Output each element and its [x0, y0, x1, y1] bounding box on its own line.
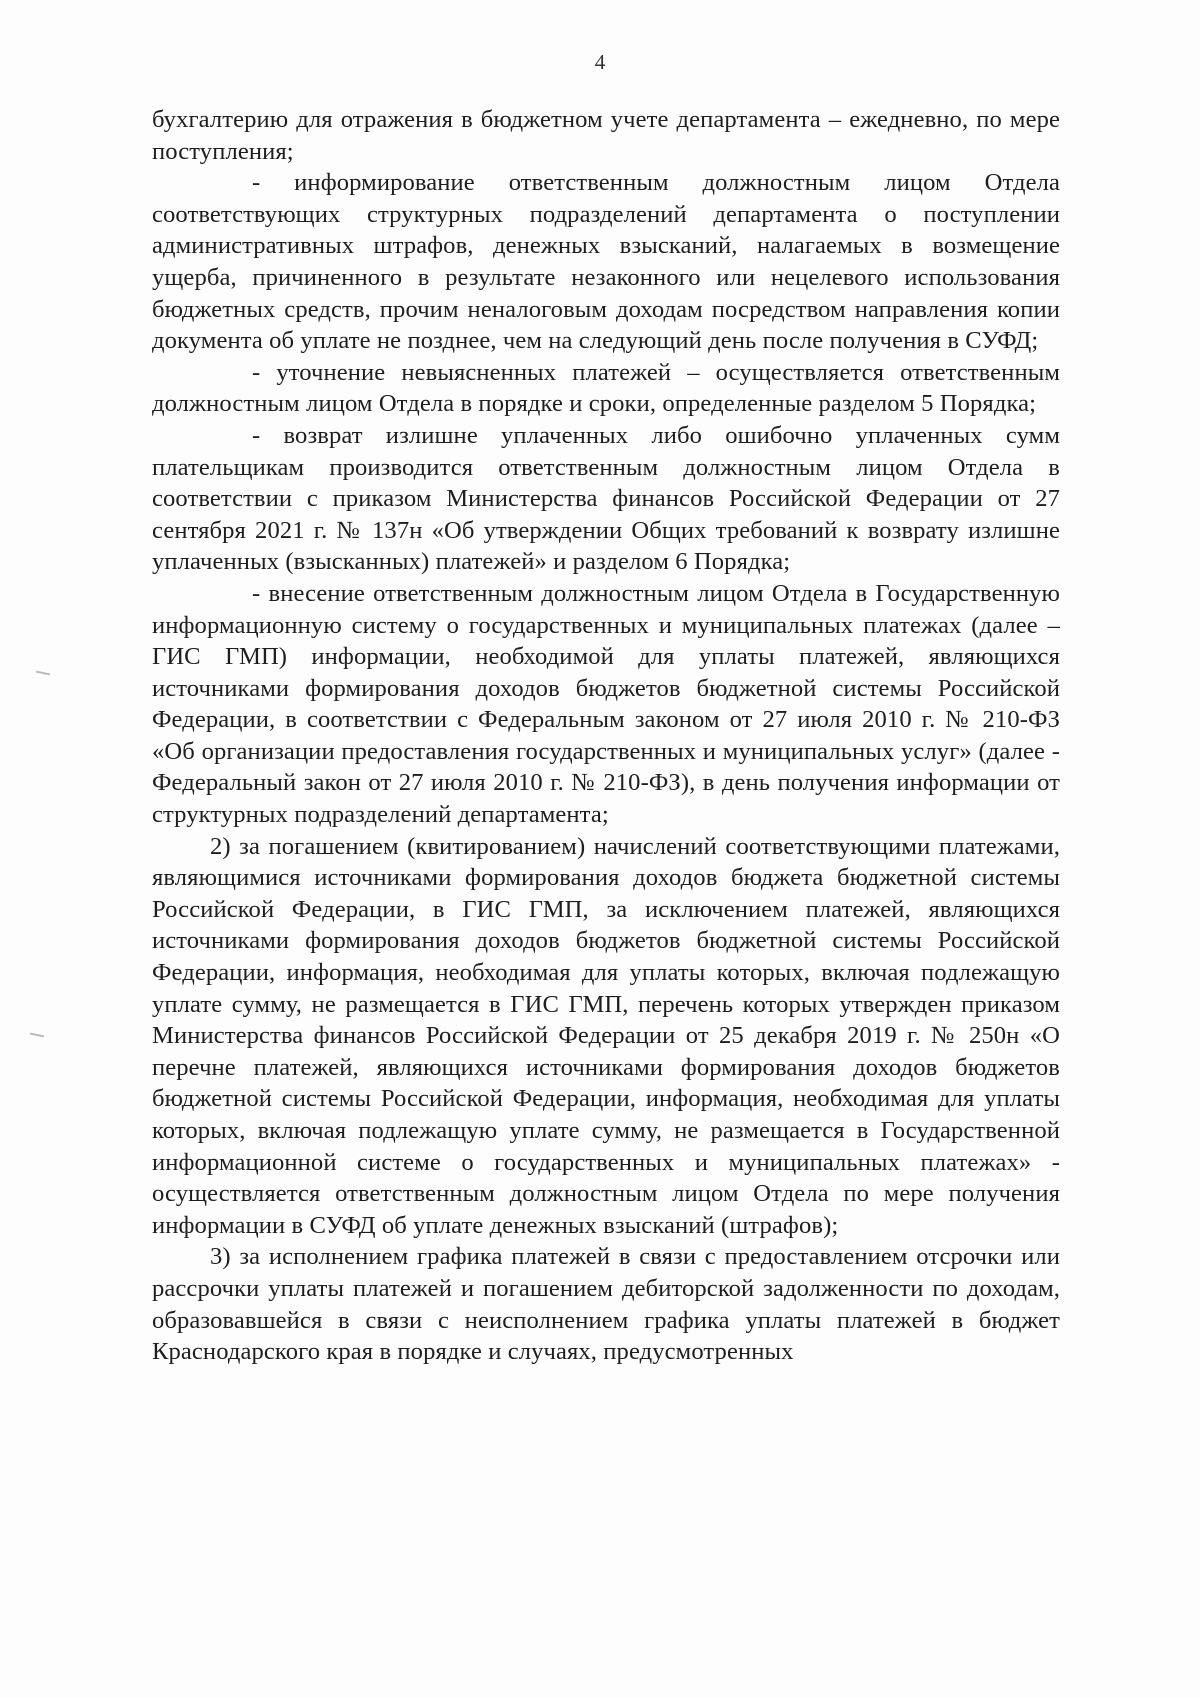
paragraph-item-2: 2) за погашением (квитированием) начислений соответствующими платежами, являющимися источниками формирования доходов бюджета бюджетной системы Российской Федерации, в ГИС ГМП, за исключением платежей, являющихся источниками формирования доходов бюджетов бюджетной системы Российской Федерации, информация, необходимая для уплаты которых, включая подлежащую уплате сумму, не размещается в ГИС ГМП, перечень которых утвержден приказом Министерства финансов Российской Федерации от 25 декабря 2019 г. № 250н «О перечне платежей, являющихся источниками формирования доходов бюджетов бюджетной системы Российской Федерации, информация, необходимая для уплаты которых, включая подлежащую уплате сумму, не размещается в Государственной информационной системе о государственных и муниципальных платежах» - осуществляется ответственным должностным лицом Отдела по мере получения информации в СУФД об уплате денежных взысканий (штрафов);	[152, 832, 1060, 1239]
paragraph-continuation: бухгалтерию для отражения в бюджетном учете департамента – ежедневно, по мере поступления;	[152, 106, 1060, 165]
paragraph-refund: - возврат излишне уплаченных либо ошибочно уплаченных сумм плательщикам производится ответственным должностным лицом Отдела в соответствии с приказом Министерства финансов Российской Федерации от 27 сентября 2021 г. № 137н «Об утверждении Общих требований к возврату излишне уплаченных (взысканных) платежей» и разделом 6 Порядка;	[152, 421, 1060, 576]
scan-artifact-mark	[36, 671, 50, 676]
paragraph-item-3: 3) за исполнением графика платежей в связи с предоставлением отсрочки или рассрочки уплаты платежей и погашением дебиторской задолженности по доходам, образовавшейся в связи с неисполнением графика уплаты платежей в бюджет Краснодарского края в порядке и случаях, предусмотренных	[152, 1243, 1060, 1366]
scan-artifact-mark	[30, 1033, 44, 1038]
document-body	[152, 104, 1060, 1368]
paragraph-informing: - информирование ответственным должностным лицом Отдела соответствующих структурных подразделений департамента о поступлении административных штрафов, денежных взысканий, налагаемых в возмещение ущерба, причиненного в результате незаконного или нецелевого использования бюджетных средств, прочим неналоговым доходам посредством направления копии документа об уплате не позднее, чем на следующий день после получения в СУФД;	[152, 169, 1060, 355]
paragraph-clarification: - уточнение невыясненных платежей – осуществляется ответственным должностным лицом Отдела в порядке и сроки, определенные разделом 5 Порядка;	[152, 358, 1060, 418]
paragraph-gis-gmp: - внесение ответственным должностным лицом Отдела в Государственную информационную систему о государственных и муниципальных платежах (далее – ГИС ГМП) информации, необходимой для уплаты платежей, являющихся источниками формирования доходов бюджетов бюджетной системы Российской Федерации, в соответствии с Федеральным законом от 27 июля 2010 г. № 210-ФЗ «Об организации предоставления государственных и муниципальных услуг» (далее - Федеральный закон от 27 июля 2010 г. № 210-ФЗ), в день получения информации от структурных подразделений департамента;	[152, 579, 1060, 829]
page-number: 4	[594, 50, 606, 74]
